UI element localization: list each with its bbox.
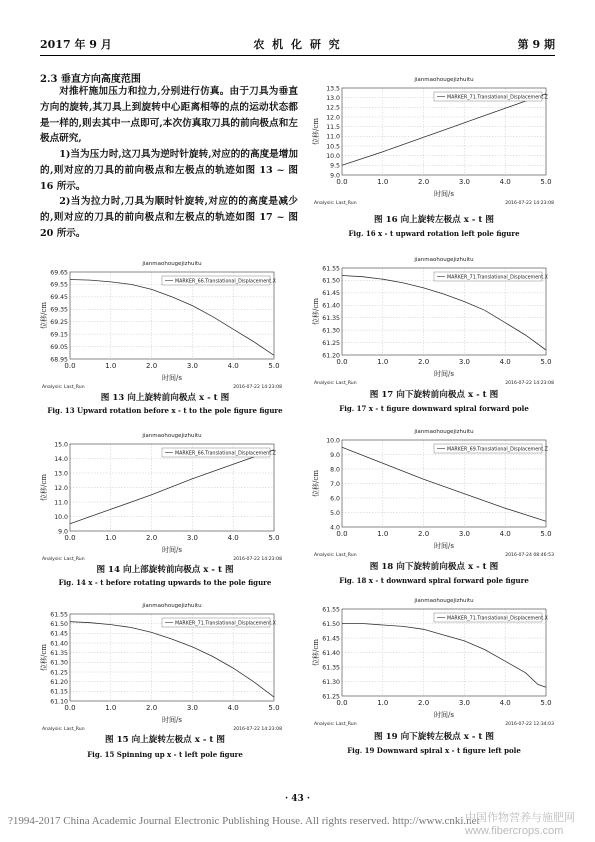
chart-title: jianmaohougejizhuitu	[142, 261, 202, 267]
x-tick-label: 1.0	[377, 699, 389, 707]
x-tick-label: 4.0	[227, 704, 239, 712]
chart-svg	[36, 428, 286, 563]
chart-title: jianmaohougejizhuitu	[414, 429, 474, 435]
figure-15-caption-en: Fig. 15 Spinning up x - t left pole figure	[87, 750, 243, 759]
x-tick-label: 0.0	[336, 358, 348, 366]
watermark	[465, 812, 575, 838]
analysis-label: Analysis: Last_Run	[314, 201, 357, 206]
figure-16-caption-cn: 图 16 向上旋转左极点 x - t 图	[374, 215, 494, 225]
legend-label: MARKER_71.Translational_Displacement.X	[175, 621, 276, 627]
timestamp-label: 2016-07-22 14:23:08	[233, 385, 282, 390]
x-tick-label: 1.0	[377, 358, 389, 366]
y-tick-label: 61.10	[50, 698, 68, 706]
x-tick-label: 4.0	[499, 699, 511, 707]
x-tick-label: 1.0	[105, 704, 117, 712]
series-line	[342, 624, 546, 688]
x-tick-label: 0.0	[64, 534, 76, 542]
figure-14-caption-cn: 图 14 向上部旋转前向极点 x - t 图	[96, 565, 234, 575]
running-header	[40, 36, 555, 52]
y-tick-label: 69.05	[50, 343, 68, 351]
paragraph-intro: 对推杆施加压力和拉力,分别进行仿真。由于刀具为垂直方向的旋转,其刀具上到旋转中心距离相等的点的运动状态都是一样的,则去其中一点即可,本次仿真取刀具的前向极点和左极点研究,	[40, 86, 298, 145]
y-tick-label: 61.40	[322, 649, 340, 657]
header-issue: 第 9 期	[517, 38, 555, 51]
y-tick-label: 12.5	[326, 104, 340, 112]
legend-label: MARKER_66.Translational_Displacement.X	[175, 279, 276, 285]
y-tick-label: 9.0	[330, 451, 340, 459]
analysis-label: Analysis: Last_Run	[42, 557, 85, 562]
y-tick-label: 61.35	[322, 315, 340, 323]
legend-label: MARKER_71.Translational_Displacement.Z	[447, 95, 548, 101]
figure-17-caption-en: Fig. 17 x - t figure downward spiral forward pole	[339, 404, 529, 413]
header-rule	[40, 55, 555, 56]
x-tick-label: 5.0	[268, 534, 280, 542]
figure-19-chart	[308, 593, 558, 728]
x-tick-label: 5.0	[540, 358, 552, 366]
x-tick-label: 3.0	[458, 530, 470, 538]
series-line	[70, 450, 274, 524]
x-tick-label: 2.0	[146, 362, 158, 370]
y-tick-label: 14.0	[54, 455, 68, 463]
y-tick-label: 61.50	[50, 620, 68, 628]
y-tick-label: 10.0	[326, 152, 340, 160]
x-tick-label: 2.0	[418, 530, 430, 538]
chart-svg	[308, 72, 558, 207]
chart-title: jianmaohougejizhuitu	[142, 603, 202, 609]
x-tick-label: 4.0	[227, 362, 239, 370]
y-tick-label: 10.0	[54, 513, 68, 521]
chart-title: jianmaohougejizhuitu	[142, 433, 202, 439]
analysis-label: Analysis: Last_Run	[314, 381, 357, 386]
y-axis-label: 位移/cm	[312, 118, 320, 145]
y-tick-label: 69.35	[50, 306, 68, 314]
x-tick-label: 2.0	[418, 178, 430, 186]
y-tick-label: 13.0	[326, 94, 340, 102]
y-tick-label: 61.55	[322, 265, 340, 273]
y-tick-label: 9.0	[330, 172, 340, 180]
chart-title: jianmaohougejizhuitu	[414, 77, 474, 83]
x-tick-label: 0.0	[336, 530, 348, 538]
y-tick-label: 12.0	[326, 114, 340, 122]
y-tick-label: 11.0	[326, 133, 340, 141]
figure-16-chart	[308, 72, 558, 207]
y-tick-label: 61.25	[322, 339, 340, 347]
chart-legend	[162, 276, 277, 285]
x-tick-label: 0.0	[336, 178, 348, 186]
y-axis-label: 位移/cm	[312, 470, 320, 497]
y-axis-label: 位移/cm	[40, 302, 48, 329]
figure-13-caption-cn: 图 13 向上旋转前向极点 x - t 图	[100, 393, 230, 403]
chart-svg	[36, 256, 286, 391]
timestamp-label: 2016-07-22 14:23:08	[233, 557, 282, 562]
y-tick-label: 61.30	[322, 327, 340, 335]
x-tick-label: 5.0	[268, 704, 280, 712]
chart-svg	[308, 593, 558, 728]
x-axis-label: 时间/s	[434, 190, 454, 198]
y-tick-label: 8.0	[330, 466, 340, 474]
x-tick-label: 5.0	[268, 362, 280, 370]
x-tick-label: 3.0	[186, 534, 198, 542]
analysis-label: Analysis: Last_Run	[314, 553, 357, 558]
figure-19-caption-en: Fig. 19 Downward spiral x - t figure left pole	[347, 746, 521, 755]
x-axis-label: 时间/s	[434, 711, 454, 719]
y-tick-label: 61.25	[50, 669, 68, 677]
y-tick-label: 69.25	[50, 319, 68, 327]
x-tick-label: 0.0	[64, 362, 76, 370]
y-tick-label: 61.25	[322, 693, 340, 701]
x-tick-label: 5.0	[540, 178, 552, 186]
figure-17-chart	[308, 252, 558, 387]
x-tick-label: 3.0	[458, 358, 470, 366]
legend-label: MARKER_71.Translational_Displacement.X	[447, 275, 548, 281]
journal-name: 农 机 化 研 究	[253, 38, 342, 51]
chart-legend	[434, 272, 549, 281]
paragraph-push: 1)当为压力时,这刀具为逆时针旋转,对应的的高度是增加的,则对应的刀具的前向极点和左极点的轨迹如图 13 ~ 图 16 所示。	[40, 149, 298, 192]
figure-18-caption-cn: 图 18 向下旋转前向极点 x - t 图	[369, 562, 499, 572]
y-tick-label: 61.45	[50, 630, 68, 638]
chart-legend	[434, 92, 549, 101]
watermark-line-1: 中国作物营养与施肥网	[465, 812, 575, 824]
figure-18-chart	[308, 424, 558, 559]
legend-label: MARKER_69.Translational_Displacement.Z	[447, 447, 548, 453]
x-tick-label: 3.0	[186, 704, 198, 712]
x-tick-label: 4.0	[499, 178, 511, 186]
y-tick-label: 9.5	[330, 162, 340, 170]
y-tick-label: 5.0	[330, 509, 340, 517]
legend-label: MARKER_66.Translational_Displacement.Z	[175, 451, 276, 457]
y-tick-label: 69.15	[50, 331, 68, 339]
figure-16-caption-en: Fig. 16 x - t upward rotation left pole figure	[348, 229, 520, 238]
timestamp-label: 2016-07-22 14:23:08	[233, 727, 282, 732]
x-axis-label: 时间/s	[162, 716, 182, 724]
chart-legend	[162, 618, 277, 627]
chart-legend	[434, 444, 549, 453]
y-tick-label: 7.0	[330, 480, 340, 488]
y-tick-label: 15.0	[54, 441, 68, 449]
x-axis-label: 时间/s	[434, 370, 454, 378]
y-tick-label: 6.0	[330, 495, 340, 503]
y-tick-label: 61.50	[322, 277, 340, 285]
y-tick-label: 61.15	[50, 688, 68, 696]
y-tick-label: 61.30	[322, 678, 340, 686]
chart-legend	[434, 613, 549, 622]
y-tick-label: 61.35	[50, 649, 68, 657]
series-line	[342, 447, 546, 521]
y-tick-label: 12.0	[54, 484, 68, 492]
y-tick-label: 61.55	[322, 606, 340, 614]
y-tick-label: 68.95	[50, 356, 68, 364]
x-tick-label: 1.0	[377, 178, 389, 186]
series-line	[342, 276, 546, 351]
series-line	[70, 280, 274, 356]
y-axis-label: 位移/cm	[312, 298, 320, 325]
page-number: · 43 ·	[284, 794, 311, 804]
x-tick-label: 0.0	[64, 704, 76, 712]
figure-17-caption-cn: 图 17 向下旋转前向极点 x - t 图	[369, 390, 499, 400]
y-tick-label: 61.40	[50, 640, 68, 648]
x-tick-label: 3.0	[458, 178, 470, 186]
figure-19-caption-cn: 图 19 向下旋转左极点 x - t 图	[374, 732, 494, 742]
x-axis-label: 时间/s	[162, 546, 182, 554]
y-tick-label: 9.0	[58, 528, 68, 536]
x-tick-label: 1.0	[105, 362, 117, 370]
figure-18-caption-en: Fig. 18 x - t downward spiral forward pole figure	[339, 576, 529, 585]
x-tick-label: 2.0	[146, 704, 158, 712]
timestamp-label: 2016-07-22 14:23:08	[505, 381, 554, 386]
y-tick-label: 61.20	[322, 352, 340, 360]
header-date: 2017 年 9 月	[40, 38, 112, 51]
x-tick-label: 5.0	[540, 699, 552, 707]
chart-legend	[162, 448, 277, 457]
y-tick-label: 69.65	[50, 269, 68, 277]
y-axis-label: 位移/cm	[312, 639, 320, 666]
x-tick-label: 2.0	[146, 534, 158, 542]
y-tick-label: 11.5	[326, 123, 340, 131]
series-line	[70, 622, 274, 697]
y-tick-label: 10.5	[326, 143, 340, 151]
analysis-label: Analysis: Last_Run	[42, 385, 85, 390]
x-tick-label: 2.0	[418, 358, 430, 366]
y-tick-label: 61.45	[322, 635, 340, 643]
x-tick-label: 1.0	[105, 534, 117, 542]
section-heading: 2.3 垂直方向高度范围	[40, 74, 141, 85]
analysis-label: Analysis: Last_Run	[314, 722, 357, 727]
chart-svg	[308, 424, 558, 559]
y-tick-label: 11.0	[54, 499, 68, 507]
legend-label: MARKER_71.Translational_Displacement.X	[447, 616, 548, 622]
x-tick-label: 2.0	[418, 699, 430, 707]
y-axis-label: 位移/cm	[40, 644, 48, 671]
y-tick-label: 61.30	[50, 659, 68, 667]
y-tick-label: 61.50	[322, 620, 340, 628]
x-tick-label: 4.0	[227, 534, 239, 542]
figure-15-caption-cn: 图 15 向上旋转左极点 x - t 图	[105, 735, 225, 745]
x-axis-label: 时间/s	[162, 374, 182, 382]
x-axis-label: 时间/s	[434, 542, 454, 550]
figure-15-chart	[36, 598, 286, 733]
paragraph-pull: 2)当为拉力时,刀具为顺时针旋转,对应的的高度是减少的,则对应的刀具的前向极点和左极点的轨迹如图 17 ~ 图 20 所示。	[40, 196, 298, 239]
y-tick-label: 61.35	[322, 664, 340, 672]
x-tick-label: 5.0	[540, 530, 552, 538]
y-tick-label: 13.5	[326, 85, 340, 93]
timestamp-label: 2016-07-24 08:46:53	[505, 553, 554, 558]
y-tick-label: 13.0	[54, 470, 68, 478]
figure-13-chart	[36, 256, 286, 391]
y-tick-label: 10.0	[326, 437, 340, 445]
y-tick-label: 61.55	[50, 611, 68, 619]
chart-svg	[36, 598, 286, 733]
x-tick-label: 3.0	[458, 699, 470, 707]
copyright-footer: ?1994-2017 China Academic Journal Electronic Publishing House. All rights reserved. http://www.cnki.net	[8, 815, 480, 827]
y-axis-label: 位移/cm	[40, 474, 48, 501]
chart-svg	[308, 252, 558, 387]
y-tick-label: 61.45	[322, 290, 340, 298]
watermark-line-2: www.fibercrops.com	[465, 825, 564, 837]
x-tick-label: 0.0	[336, 699, 348, 707]
x-tick-label: 4.0	[499, 358, 511, 366]
y-tick-label: 61.40	[322, 302, 340, 310]
chart-title: jianmaohougejizhuitu	[414, 598, 474, 604]
x-tick-label: 1.0	[377, 530, 389, 538]
figure-13-caption-en: Fig. 13 Upward rotation before x - t to the pole figure figure	[47, 406, 283, 415]
chart-title: jianmaohougejizhuitu	[414, 257, 474, 263]
analysis-label: Analysis: Last_Run	[42, 727, 85, 732]
series-line	[342, 94, 546, 166]
y-tick-label: 4.0	[330, 524, 340, 532]
timestamp-label: 2016-07-22 12:34:03	[505, 722, 554, 727]
figure-14-caption-en: Fig. 14 x - t before rotating upwards to the pole figure	[58, 578, 272, 587]
y-tick-label: 61.20	[50, 678, 68, 686]
figure-14-chart	[36, 428, 286, 563]
y-tick-label: 69.45	[50, 294, 68, 302]
y-tick-label: 69.55	[50, 281, 68, 289]
x-tick-label: 3.0	[186, 362, 198, 370]
x-tick-label: 4.0	[499, 530, 511, 538]
timestamp-label: 2016-07-22 14:23:08	[505, 201, 554, 206]
